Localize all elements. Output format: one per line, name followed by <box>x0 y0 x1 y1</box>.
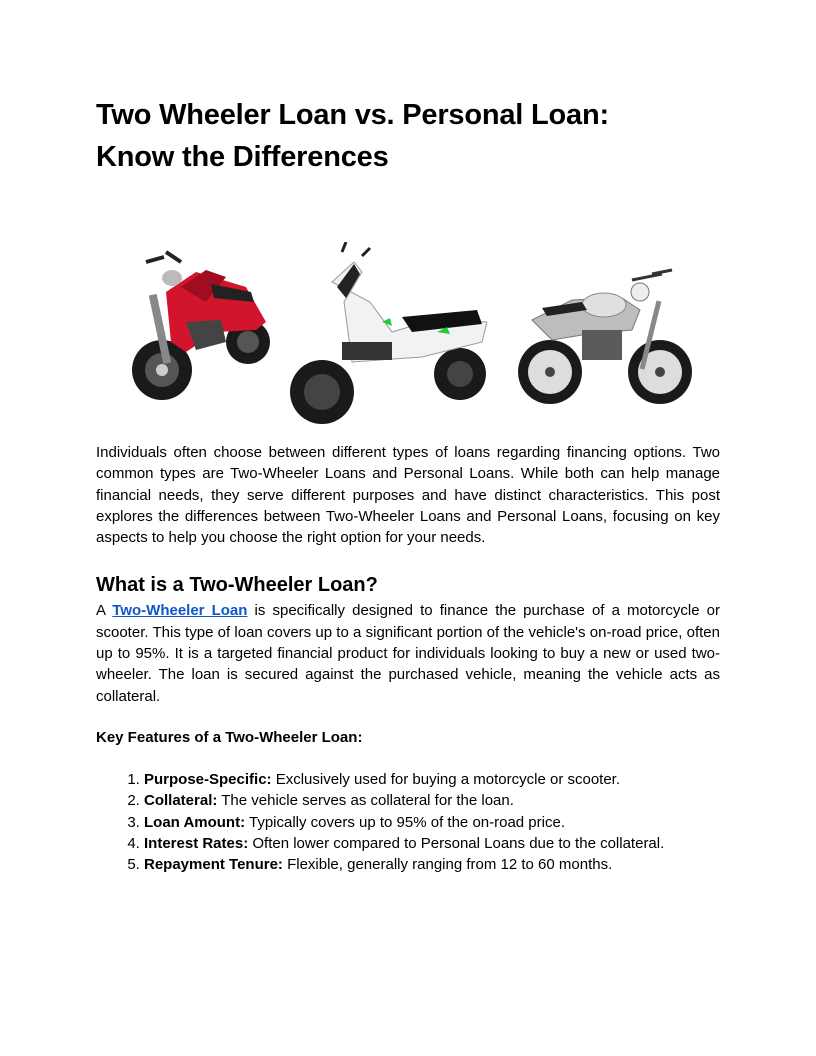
hero-image <box>96 232 720 442</box>
feature-term: Purpose-Specific: <box>144 770 272 788</box>
intro-paragraph: Individuals often choose between different types of loans regarding financing options. Two common types are Two-Wheeler Loans and Personal Loans. While both can help manage financial needs, they serve different purposes and have distinct characteristics. This post explores the differences between Two-Wheeler Loans and Personal Loans, focusing on key aspects to help you choose the right option for your needs. <box>96 444 720 547</box>
list-item <box>144 833 720 854</box>
feature-desc: Exclusively used for buying a motorcycle or scooter. <box>271 770 621 788</box>
red-motorcycle-image <box>126 232 276 412</box>
feature-desc: Often lower compared to Personal Loans due to the collateral. <box>248 834 665 852</box>
title-line-1: Two Wheeler Loan vs. Personal Loan: <box>96 99 609 131</box>
feature-desc: The vehicle serves as collateral for the loan. <box>217 792 514 810</box>
silver-classic-motorcycle-image <box>512 260 694 420</box>
list-item <box>144 854 720 875</box>
feature-term: Interest Rates: <box>144 834 249 852</box>
white-scooter-image <box>282 242 502 432</box>
feature-term: Loan Amount: <box>144 813 246 831</box>
document-page <box>96 94 720 875</box>
page-title <box>96 94 720 178</box>
features-heading: Key Features of a Two-Wheeler Loan: <box>96 728 363 746</box>
list-item <box>144 812 720 833</box>
title-line-2: Know the Differences <box>96 141 389 173</box>
feature-desc: Typically covers up to 95% of the on-road price. <box>245 813 565 831</box>
list-item <box>144 790 720 811</box>
section-heading: What is a Two-Wheeler Loan? <box>96 574 378 597</box>
paragraph-prefix: A <box>96 602 113 620</box>
feature-term: Repayment Tenure: <box>144 856 283 874</box>
feature-desc: Flexible, generally ranging from 12 to 60 months. <box>282 856 613 874</box>
paragraph-text: is specifically designed to finance the purchase of a motorcycle or scooter. This type of loan covers up to a significant portion of the vehicle's on-road price, often up to 95%. It is a targeted financial product for individuals looking to buy a new or used two-wheeler. The loan is secured against the purchased vehicle, meaning the vehicle acts as collateral. <box>96 602 720 705</box>
list-item <box>144 769 720 790</box>
two-wheeler-loan-link[interactable]: Two-Wheeler Loan <box>112 602 248 620</box>
two-wheeler-loan-paragraph <box>96 600 720 706</box>
feature-term: Collateral: <box>144 792 218 810</box>
features-list <box>96 769 720 875</box>
